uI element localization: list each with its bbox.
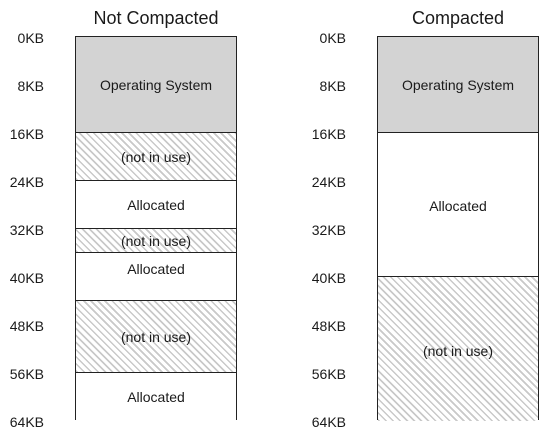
compacted-title: Compacted (411, 8, 505, 28)
segment-label: Allocated (429, 198, 487, 214)
free-segment (378, 277, 538, 421)
free-segment (76, 133, 236, 181)
axis-label: 48KB (9, 318, 44, 334)
segment-label: Operating System (401, 76, 515, 93)
axis-label: 48KB (311, 318, 346, 334)
axis-label: 16KB (9, 126, 44, 142)
free-segment (76, 301, 236, 373)
axis-label: 32KB (311, 222, 346, 238)
axis-label: 0KB (319, 30, 346, 46)
axis-label: 64KB (311, 414, 346, 430)
allocated-segment (76, 253, 236, 301)
allocated-segment (76, 181, 236, 229)
os-segment (76, 37, 236, 133)
os-segment (378, 37, 538, 133)
axis-label: 64KB (9, 414, 44, 430)
axis-label: 16KB (311, 126, 346, 142)
segment-label: (not in use) (422, 343, 494, 359)
axis-label: 56KB (9, 366, 44, 382)
segment-label: (not in use) (120, 148, 192, 165)
segment-label: (not in use) (120, 232, 192, 249)
axis-label: 0KB (17, 30, 44, 46)
segment-label: Allocated (127, 261, 185, 277)
axis-label: 40KB (311, 270, 346, 286)
axis-label: 32KB (9, 222, 44, 238)
allocated-segment (76, 373, 236, 421)
axis-label: 56KB (311, 366, 346, 382)
axis-label: 40KB (9, 270, 44, 286)
segment-label: (not in use) (120, 328, 192, 345)
not-compacted-title: Not Compacted (93, 8, 219, 28)
not-compacted-memory-column (75, 36, 237, 420)
compacted-memory-column (377, 36, 539, 420)
segment-label: Allocated (127, 389, 185, 405)
axis-label: 24KB (311, 174, 346, 190)
segment-label: Allocated (127, 196, 185, 213)
segment-label: Operating System (99, 76, 213, 93)
free-segment (76, 229, 236, 253)
axis-label: 8KB (319, 78, 346, 94)
allocated-segment (378, 133, 538, 277)
axis-label: 8KB (17, 78, 44, 94)
axis-label: 24KB (9, 174, 44, 190)
